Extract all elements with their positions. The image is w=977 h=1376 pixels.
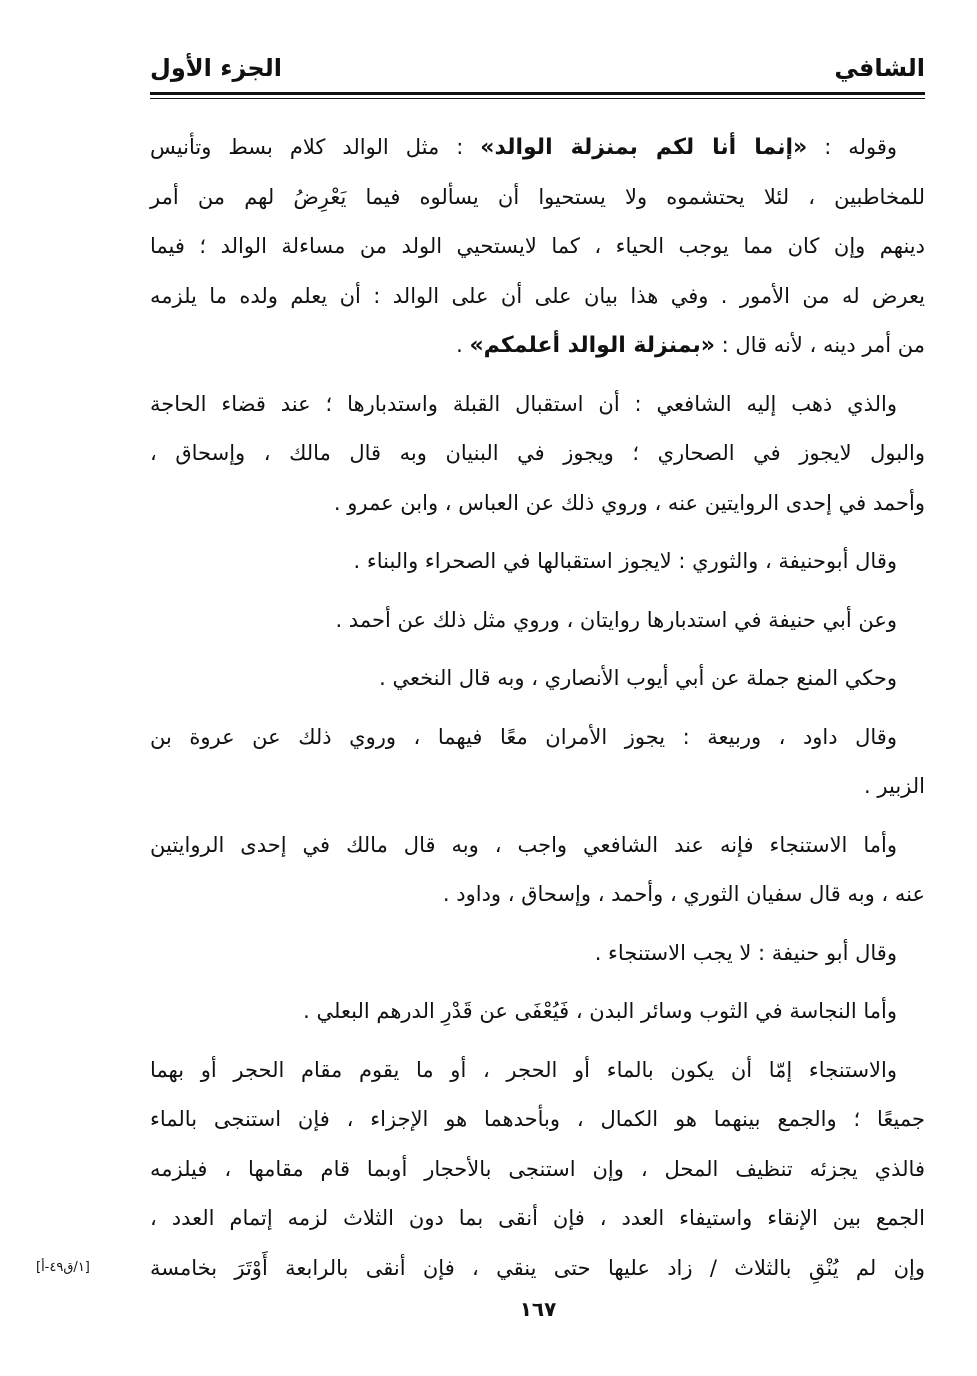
text-line: وعن أبي حنيفة في استدبارها روايتان ، وروي مثل ذلك عن أحمد .: [335, 607, 897, 632]
text-line: والذي ذهب إليه الشافعي : أن استقبال القبلة واستدبارها ؛ عند قضاء الحاجة: [150, 391, 897, 416]
text-line: والاستنجاء إمّا أن يكون بالماء أو الحجر ، أو ما يقوم مقام الحجر أو بهما: [150, 1057, 897, 1082]
text-line: وقال أبو حنيفة : لا يجب الاستنجاء .: [594, 940, 897, 965]
text-line: [150, 321, 925, 371]
text-segment: وقوله :: [807, 135, 897, 159]
text-line: الجمع بين الإنقاء واستيفاء العدد ، فإن أنقى بما دون الثلاث لزمه إتمام العدد ،: [150, 1206, 925, 1230]
paragraph: [150, 987, 925, 1037]
text-line: والبول لايجوز في الصحاري ؛ ويجوز في البنيان وبه قال مالك ، وإسحاق ،: [150, 441, 925, 465]
paragraph: [150, 380, 925, 529]
text-line: يعرض له من الأمور . وفي هذا بيان على أن على الوالد : أن يعلم ولده ما يلزمه: [150, 283, 925, 308]
text-line: وقال داود ، وربيعة : يجوز الأمران معًا فيهما ، وروي ذلك عن عروة بن: [150, 724, 897, 749]
text-line: فالذي يجزئه تنظيف المحل ، وإن استنجى بالأحجار أوبما قام مقامها ، فيلزمه: [150, 1156, 925, 1181]
bold-quotation: «إنما أنا لكم بمنزلة الوالد»: [480, 135, 808, 160]
paragraph: [150, 1046, 925, 1294]
text-segment: .: [456, 333, 470, 357]
text-line: وحكي المنع جملة عن أبي أيوب الأنصاري ، وبه قال النخعي .: [379, 666, 897, 690]
paragraph: [150, 596, 925, 646]
text-line: وأحمد في إحدى الروايتين عنه ، وروي ذلك عن العباس ، وابن عمرو .: [333, 490, 925, 515]
text-line: جميعًا ؛ والجمع بينهما هو الكمال ، وبأحدهما هو الإجزاء ، فإن استنجى بالماء: [150, 1107, 925, 1131]
text-line: وأما النجاسة في الثوب وسائر البدن ، فَيُعْفَى عن قَدْرِ الدرهم البعلي .: [303, 999, 897, 1023]
volume-label: الجزء الأول: [150, 54, 282, 82]
book-title: الشافي: [834, 54, 925, 82]
text-line: وأما الاستنجاء فإنه عند الشافعي واجب ، وبه قال مالك في إحدى الروايتين: [150, 832, 897, 857]
header-rule-thick: [150, 92, 925, 95]
text-line: وقال أبوحنيفة ، والثوري : لايجوز استقبالها في الصحراء والبناء .: [353, 549, 897, 573]
running-header: [150, 44, 925, 90]
paragraph: [150, 929, 925, 979]
page-number: ١٦٧: [519, 1297, 557, 1321]
header-rule-thin: [150, 98, 925, 99]
text-segment: من أمر دينه ، لأنه قال :: [714, 333, 925, 357]
text-line: الزبير .: [864, 774, 925, 798]
text-line: دينهم وإن كان مما يوجب الحياء ، كما لايستحيي الولد من مساءلة الوالد ؛ فيما: [150, 234, 925, 258]
paragraph: [150, 713, 925, 812]
paragraph: [150, 821, 925, 920]
body-text: [150, 123, 925, 1293]
paragraph: [150, 537, 925, 587]
text-line: للمخاطبين ، لئلا يحتشموه ولا يستحيوا أن يسألوه فيما يَعْرِضُ لهم من أمر: [150, 184, 925, 209]
text-line: وإن لم يُنْقِ بالثلاث / زاد عليها حتى ينقي ، فإن أنقى بالرابعة أَوْتَرَ بخامسة: [150, 1255, 925, 1280]
text-line: [150, 123, 925, 173]
bold-quotation: «بمنزلة الوالد أعلمكم»: [469, 333, 715, 358]
text-line: عنه ، وبه قال سفيان الثوري ، وأحمد ، وإسحاق ، وداود .: [442, 882, 925, 906]
paragraph: [150, 654, 925, 704]
manuscript-folio-note: [١/ق٤٩-أ]: [36, 1260, 90, 1275]
paragraph: [150, 123, 925, 371]
text-segment: : مثل الوالد كلام بسط وتأنيس: [150, 135, 481, 159]
